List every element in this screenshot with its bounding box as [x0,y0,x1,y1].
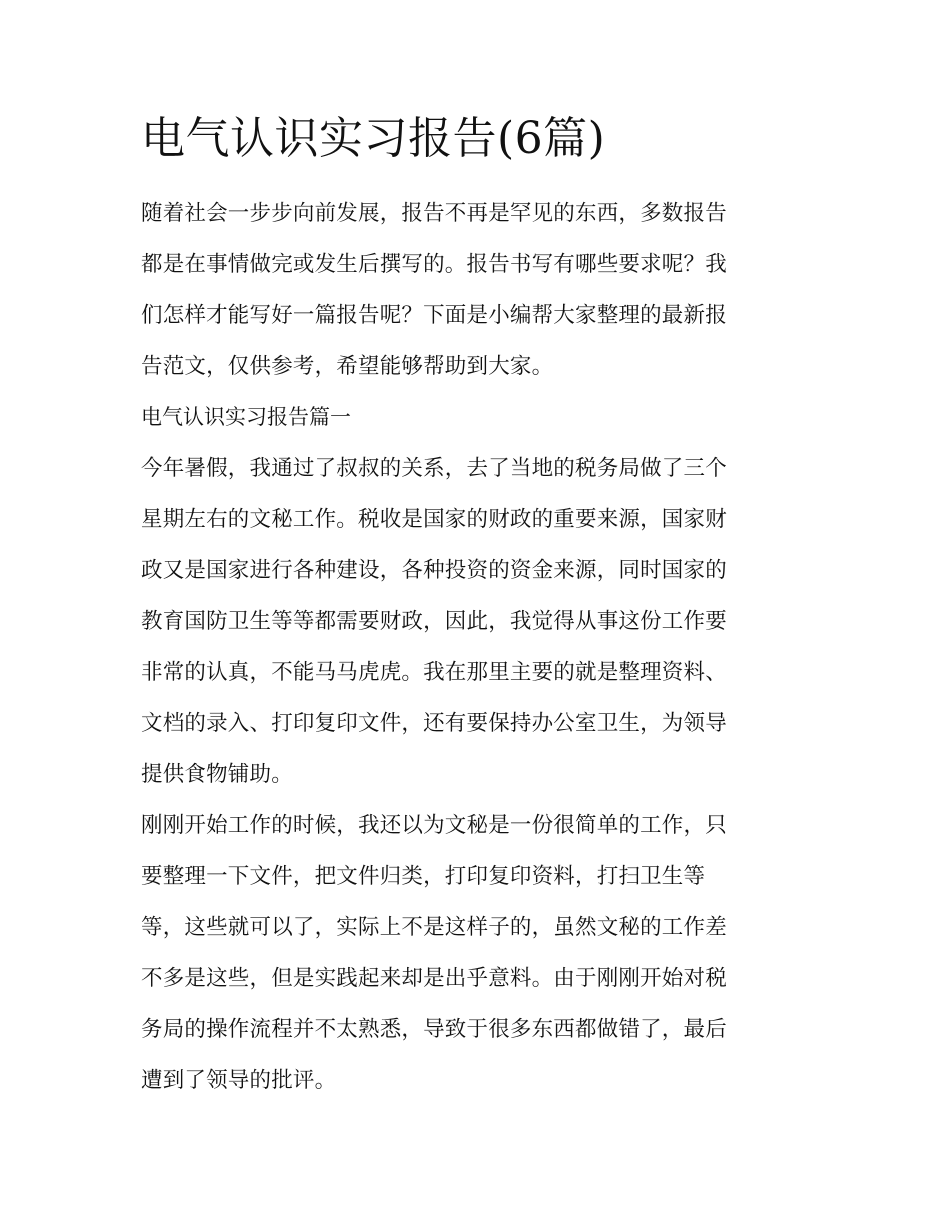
text-line: 遭到了领导的批评。 [141,1067,337,1093]
text-line: 随着社会一步步向前发展，报告不再是罕见的东西，多数报告 [141,200,727,226]
section-heading: 电气认识实习报告篇一 [141,404,351,429]
body-paragraph-1 [141,443,813,800]
body-paragraph-2 [141,800,813,1106]
text-line: 文档的录入、打印复印文件，还有要保持办公室卫生，为领导 [141,710,727,736]
intro-paragraph [141,188,813,392]
text-line: 教育国防卫生等等都需要财政，因此，我觉得从事这份工作要 [141,608,727,634]
text-line: 政又是国家进行各种建设，各种投资的资金来源，同时国家的 [141,557,727,583]
text-line: 刚刚开始工作的时候，我还以为文秘是一份很简单的工作，只 [141,812,727,838]
text-line: 告范文，仅供参考，希望能够帮助到大家。 [141,353,554,379]
text-line: 今年暑假，我通过了叔叔的关系，去了当地的税务局做了三个 [141,455,727,481]
text-line: 务局的操作流程并不太熟悉，导致于很多东西都做错了，最后 [141,1016,727,1042]
text-line: 提供食物铺助。 [141,761,293,787]
text-line: 要整理一下文件，把文件归类，打印复印资料，打扫卫生等 [141,863,706,889]
text-line: 都是在事情做完或发生后撰写的。报告书写有哪些要求呢？我 [141,251,727,277]
document-body [141,112,813,1106]
text-line: 不多是这些，但是实践起来却是出乎意料。由于刚刚开始对税 [141,965,727,991]
text-line: 们怎样才能写好一篇报告呢？下面是小编帮大家整理的最新报 [141,302,727,328]
text-line: 非常的认真，不能马马虎虎。我在那里主要的就是整理资料、 [141,659,727,685]
text-line: 星期左右的文秘工作。税收是国家的财政的重要来源，国家财 [141,506,727,532]
text-line: 等，这些就可以了，实际上不是这样子的，虽然文秘的工作差 [141,914,727,940]
document-title: 电气认识实习报告(6篇) [141,113,606,164]
